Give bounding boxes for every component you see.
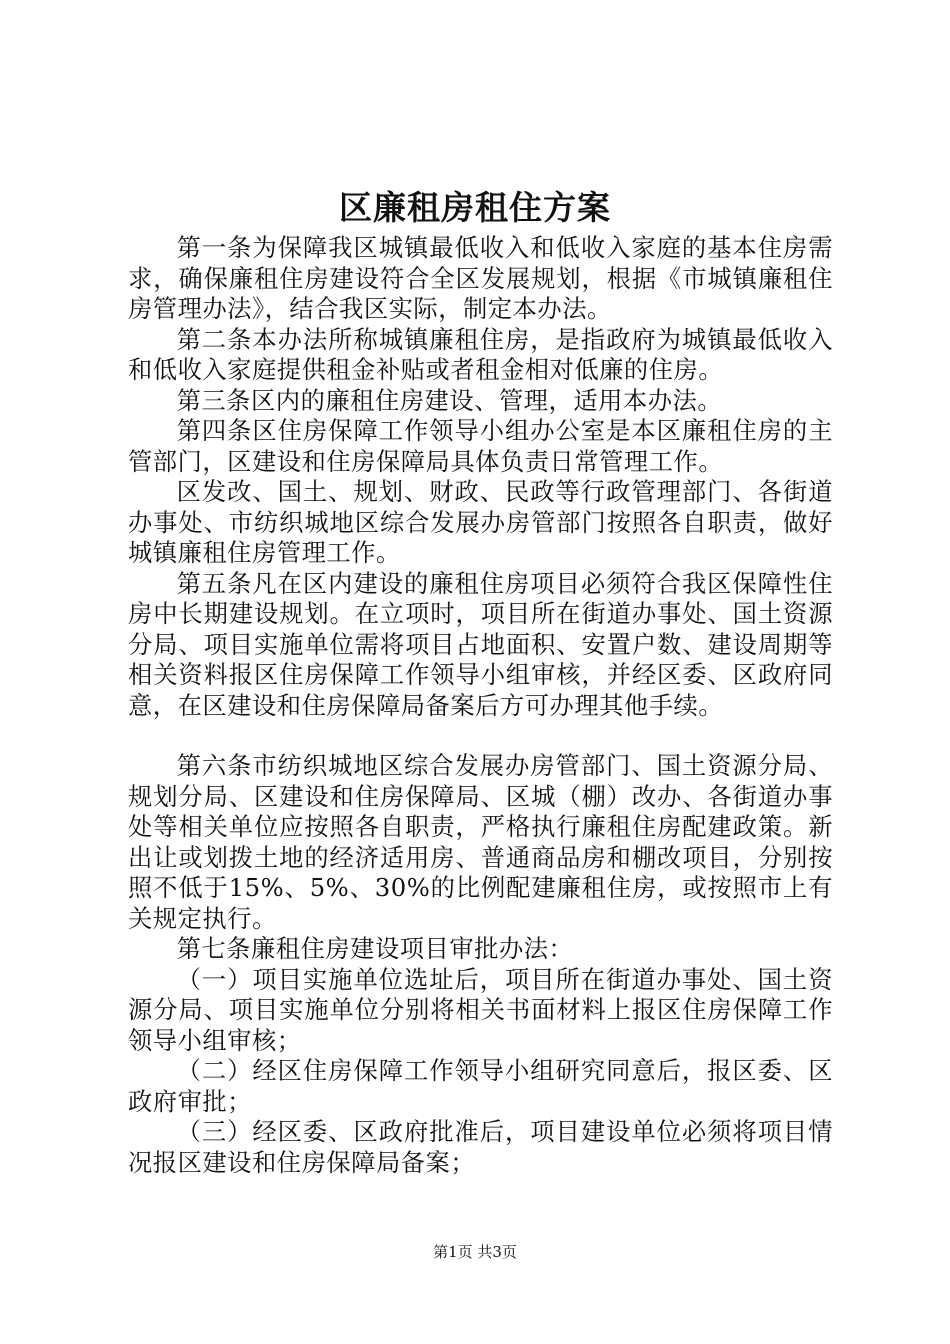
paragraph-article-1: 第一条为保障我区城镇最低收入和低收入家庭的基本住房需求，确保廉租住房建设符合全区发展规划，根据《市城镇廉租住房管理办法》，结合我区实际，制定本办法。 [128, 233, 833, 323]
paragraph-article-7-item-2: （二）经区住房保障工作领导小组研究同意后，报区委、区政府审批； [128, 1056, 833, 1116]
paragraph-article-7-item-3: （三）经区委、区政府批准后，项目建设单位必须将项目情况报区建设和住房保障局备案； [128, 1117, 833, 1177]
paragraph-article-4-supplement: 区发改、国土、规划、财政、民政等行政管理部门、各街道办事处、市纺织城地区综合发展办房管部门按照各自职责，做好城镇廉租住房管理工作。 [128, 477, 833, 567]
paragraph-article-2: 第二条本办法所称城镇廉租住房，是指政府为城镇最低收入和低收入家庭提供租金补贴或者租金相对低廉的住房。 [128, 324, 833, 384]
paragraph-article-3: 第三条区内的廉租住房建设、管理，适用本办法。 [176, 385, 723, 415]
document-title: 区廉租房租住方案 [339, 188, 611, 227]
document-body [128, 233, 833, 1178]
paragraph-article-7-item-1: （一）项目实施单位选址后，项目所在街道办事处、国土资源分局、项目实施单位分别将相关书面材料上报区住房保障工作领导小组审核； [128, 964, 833, 1055]
paragraph-article-4: 第四条区住房保障工作领导小组办公室是本区廉租住房的主管部门，区建设和住房保障局具体负责日常管理工作。 [128, 416, 833, 476]
paragraph-article-7: 第七条廉租住房建设项目审批办法： [176, 934, 574, 963]
page-number-footer: 第1页 共3页 [433, 1243, 517, 1261]
paragraph-article-6: 第六条市纺织城地区综合发展办房管部门、国土资源分局、规划分局、区建设和住房保障局、区城（棚）改办、各街道办事处等相关单位应按照各自职责，严格执行廉租住房配建政策。新出让或划拨土地的经济适用房、普通商品房和棚改项目，分别按照不低于15%、5%、30%的比例配建廉租住房，或按照市上有关规定执行。 [128, 751, 833, 933]
paragraph-article-5: 第五条凡在区内建设的廉租住房项目必须符合我区保障性住房中长期建设规划。在立项时，项目所在街道办事处、国土资源分局、项目实施单位需将项目占地面积、安置户数、建设周期等相关资料报区住房保障工作领导小组审核，并经区委、区政府同意，在区建设和住房保障局备案后方可办理其他手续。 [128, 568, 833, 720]
